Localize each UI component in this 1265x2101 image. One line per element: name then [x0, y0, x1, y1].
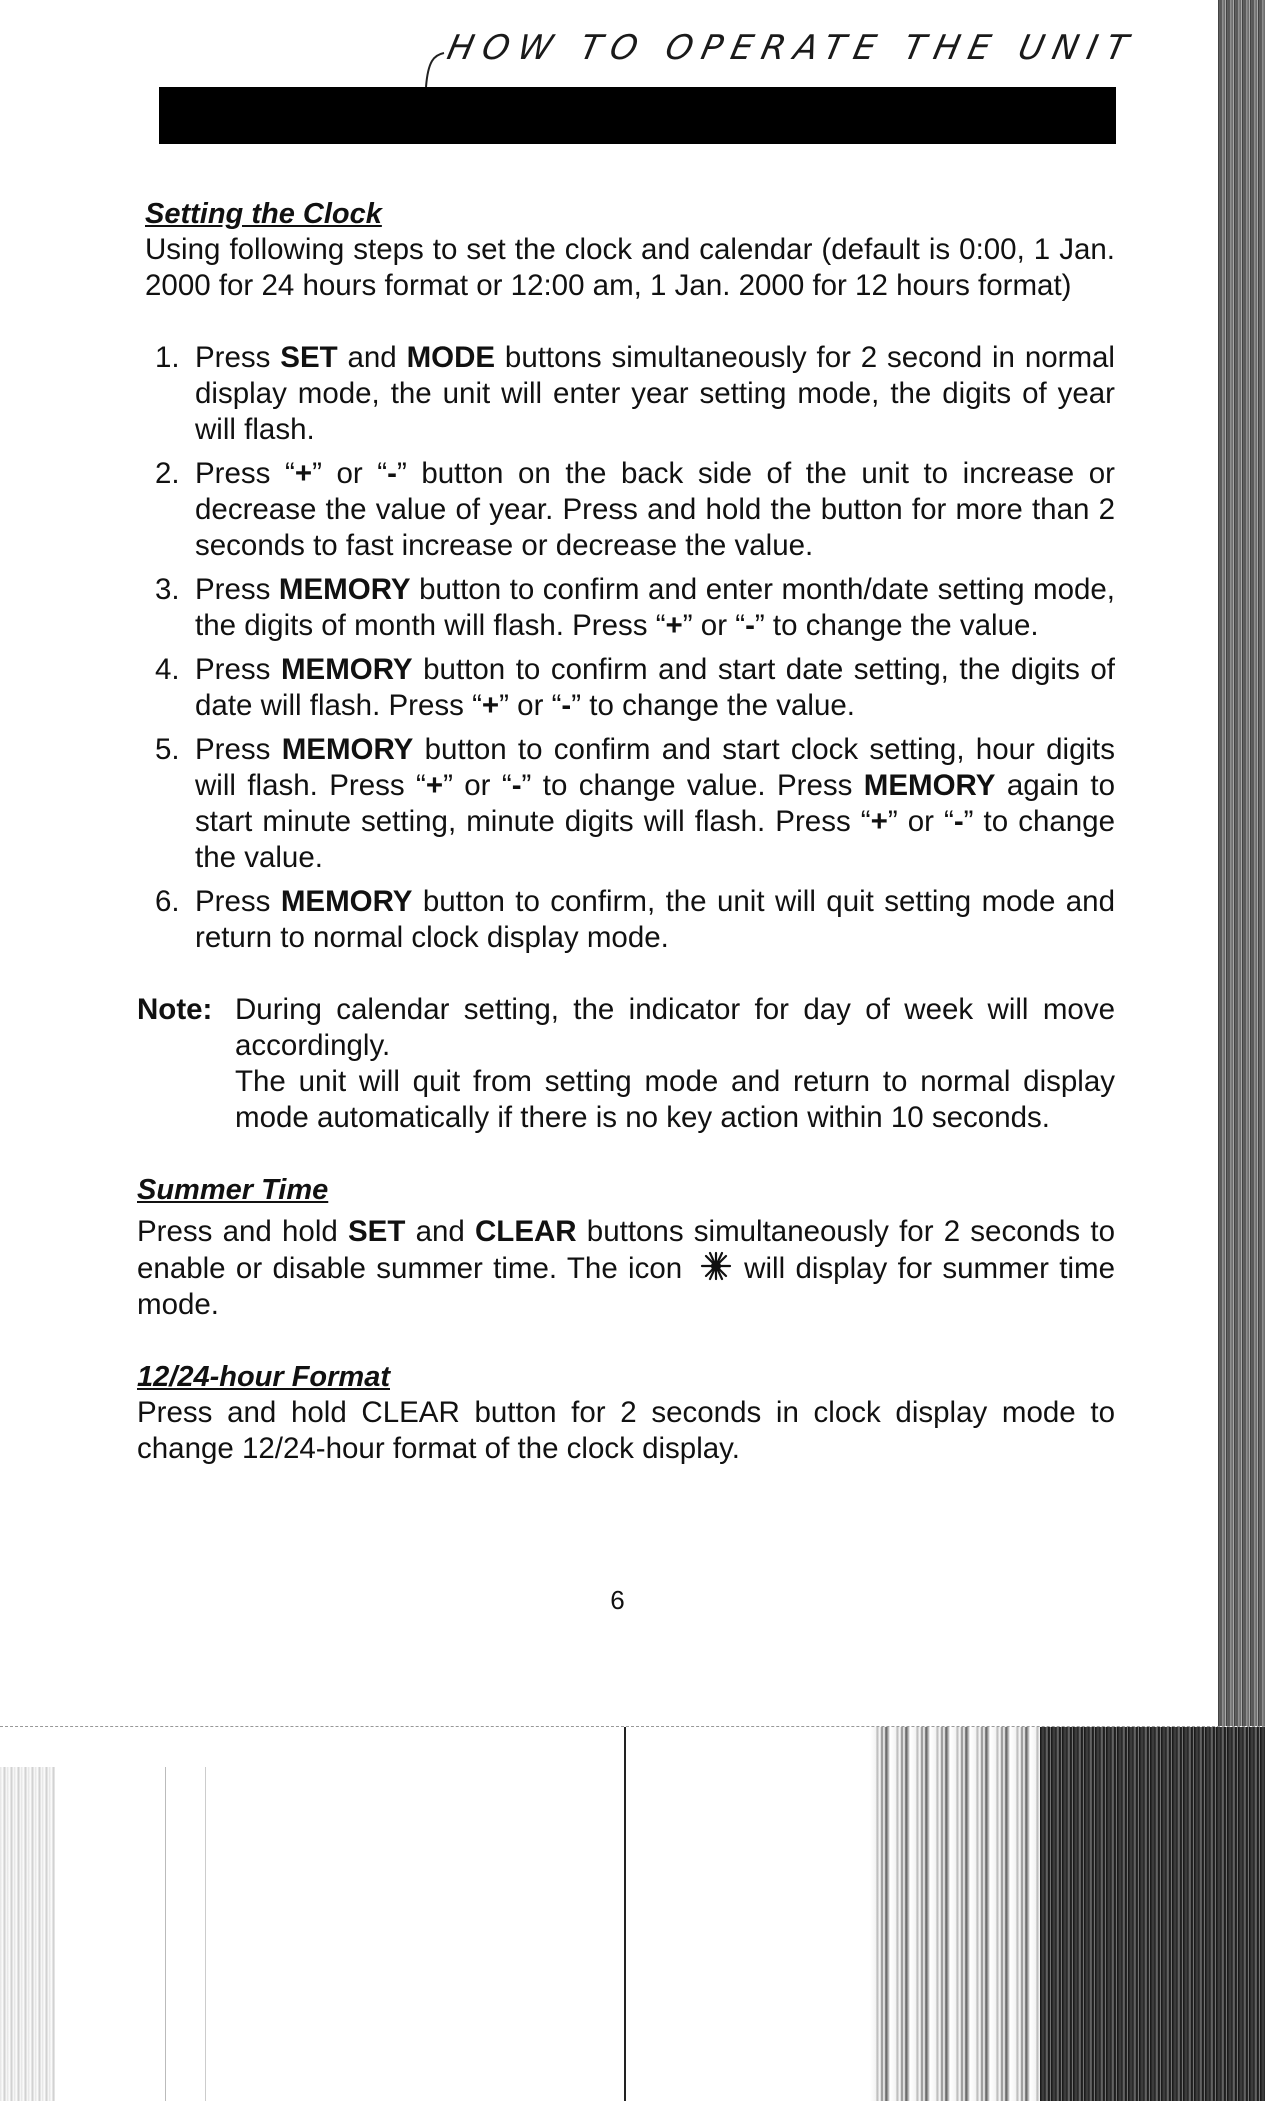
- scan-edge-artifact: [1218, 0, 1265, 1726]
- scan-noise: [0, 1767, 55, 2101]
- note-label: Note:: [137, 993, 213, 1026]
- setting-clock-intro: Using following steps to set the clock and calendar (default is 0:00, 1 Jan. 2000 for 24 hours format or 12:00 am, 1 Jan. 2000 for 12 hours format): [145, 233, 1115, 302]
- note-block: [137, 992, 1115, 1136]
- step-item: 1. Press SET and MODE buttons simultaneously for 2 second in normal display mode, the unit will enter year setting mode, the digits of year will flash.: [155, 341, 1115, 446]
- section-heading-12-24-format: 12/24-hour Format: [137, 1361, 390, 1393]
- scan-line: [165, 1767, 166, 2101]
- step-number: 1.: [155, 341, 180, 374]
- sun-icon: [698, 1250, 734, 1282]
- step-number: 2.: [155, 457, 180, 490]
- format-text: Press and hold CLEAR button for 2 seconds in clock display mode to change 12/24-hour format of the clock display.: [137, 1396, 1115, 1465]
- summer-time-section: [137, 1172, 1115, 1323]
- handwritten-mark: [420, 45, 446, 89]
- step-item: 2. Press “+” or “-” button on the back side of the unit to increase or decrease the value of year. Press and hold the button for more than 2 seconds to fast increase or decrease the value.: [155, 457, 1115, 562]
- step-number: 5.: [155, 733, 180, 766]
- step-number: 6.: [155, 885, 180, 918]
- header-bar: [159, 87, 1116, 144]
- step-item: 6. Press MEMORY button to confirm, the unit will quit setting mode and return to normal clock display mode.: [155, 885, 1115, 954]
- scan-line: [205, 1767, 206, 2101]
- scan-line: [624, 1727, 626, 2101]
- step-number: 4.: [155, 653, 180, 686]
- note-line: During calendar setting, the indicator for day of week will move accordingly.: [235, 993, 1115, 1062]
- step-item: 3. Press MEMORY button to confirm and enter month/date setting mode, the digits of month will flash. Press “+” or “-” to change the value.: [155, 573, 1115, 642]
- scan-noise: [1040, 1727, 1265, 2101]
- handwritten-title: HOW TO OPERATE THE UNIT: [443, 28, 1141, 68]
- note-line: The unit will quit from setting mode and return to normal display mode automatically if there is no key action within 10 seconds.: [235, 1065, 1115, 1134]
- format-section: [137, 1359, 1115, 1467]
- summer-time-text: Press and hold SET and CLEAR buttons simultaneously for 2 seconds to enable or disable summer time. The icon will display for summer time mode.: [137, 1215, 1115, 1321]
- setting-steps-list: [145, 340, 1115, 956]
- section-heading-setting-clock: Setting the Clock: [145, 198, 382, 230]
- section-heading-summer-time: Summer Time: [137, 1174, 329, 1206]
- page-content: [137, 196, 1115, 1467]
- page-number: 6: [610, 1585, 625, 1615]
- step-number: 3.: [155, 573, 180, 606]
- step-item: 4. Press MEMORY button to confirm and start date setting, the digits of date will flash. Press “+” or “-” to change the value.: [155, 653, 1115, 722]
- scan-bottom-artifact: [0, 1726, 1265, 2101]
- step-item: 5. Press MEMORY button to confirm and start clock setting, hour digits will flash. Press “+” or “-” to change value. Press MEMORY again to start minute setting, minute digits will flash. Press “+” or “-” to change the value.: [155, 733, 1115, 874]
